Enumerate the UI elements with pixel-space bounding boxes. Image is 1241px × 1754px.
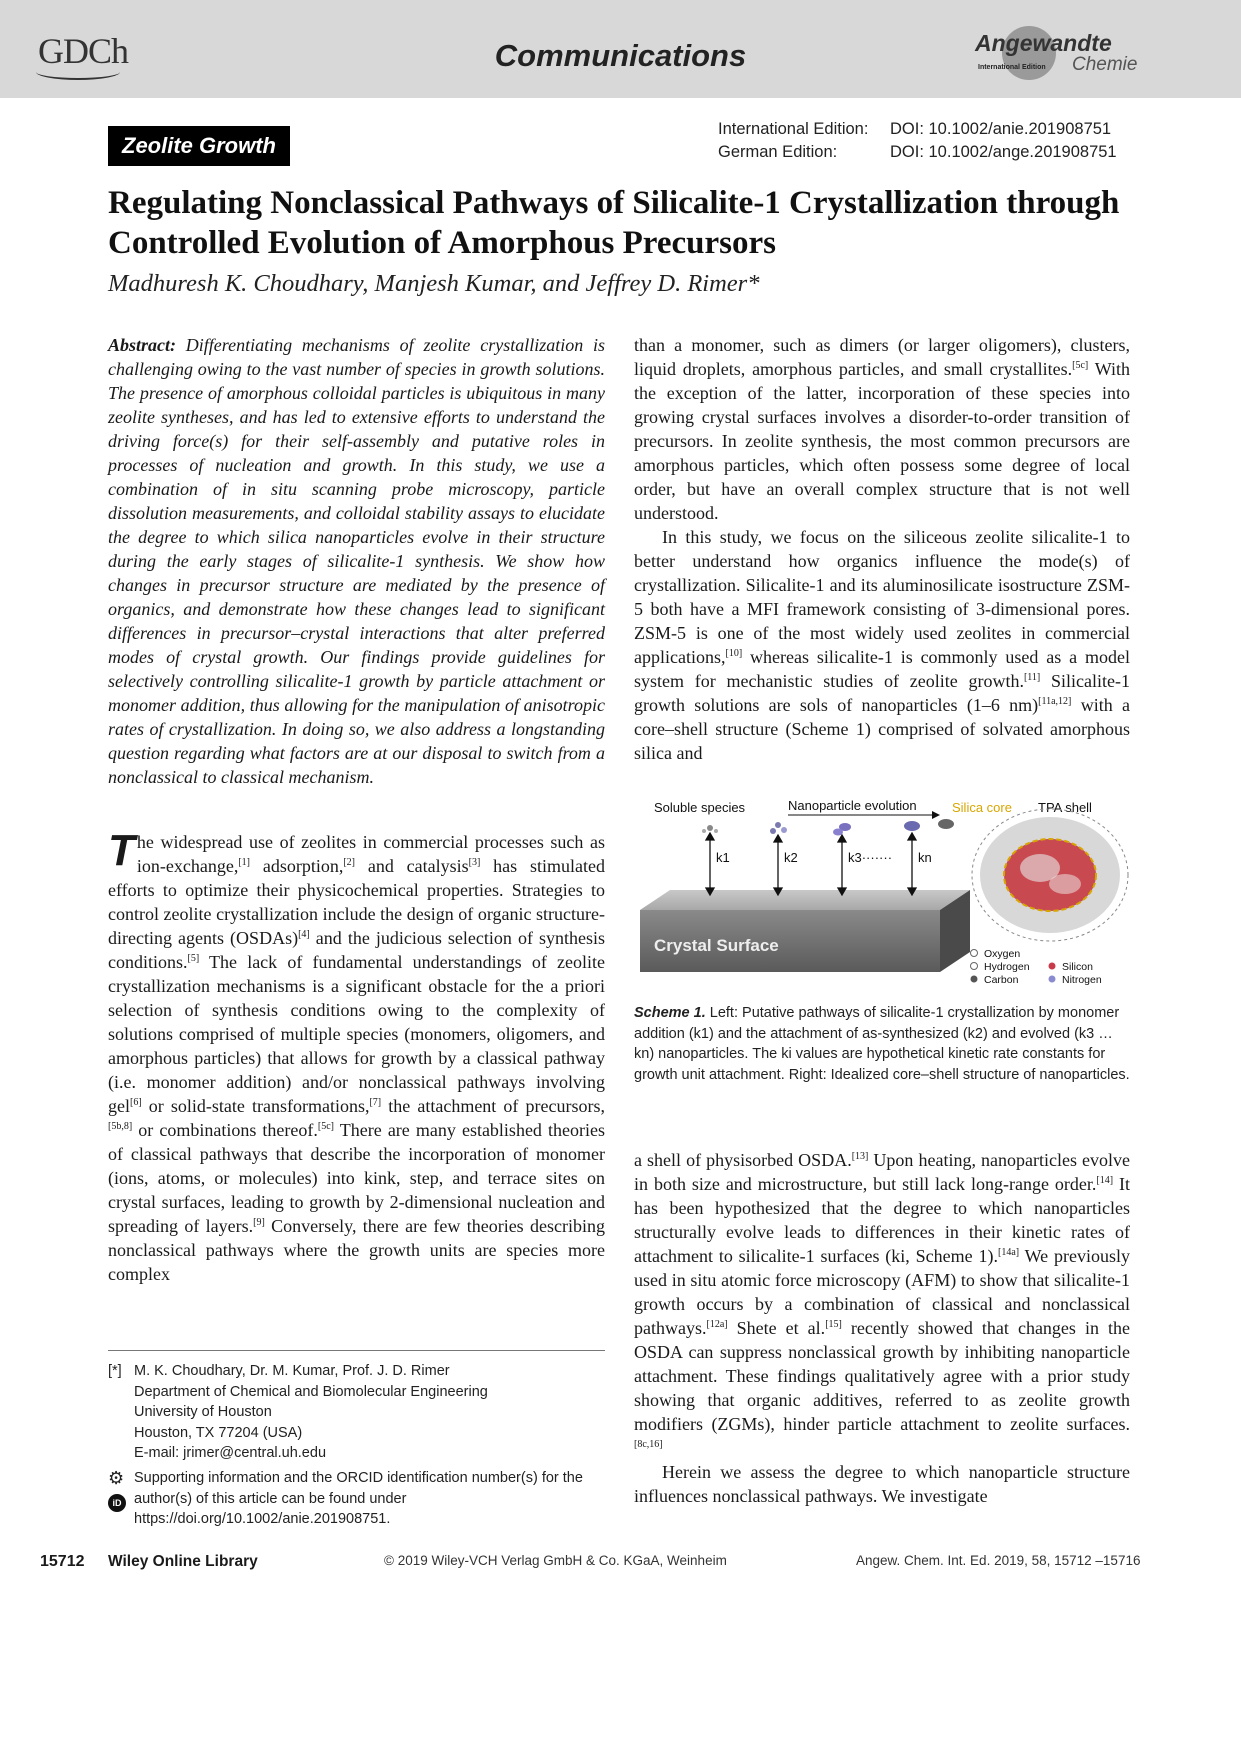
scheme-1-figure — [640, 800, 1130, 1000]
author-list: Madhuresh K. Choudhary, Manjesh Kumar, and Jeffrey D. Rimer* — [108, 270, 760, 297]
citation-ref[interactable]: [10] — [725, 648, 743, 659]
legend-oxygen: Oxygen — [984, 948, 1021, 960]
citation-ref[interactable]: [4] — [298, 929, 310, 940]
journal-citation: Angew. Chem. Int. Ed. 2019, 58, 15712 –15716 — [856, 1553, 1141, 1568]
footnote-divider — [108, 1350, 605, 1351]
doi-international[interactable]: International Edition: DOI: 10.1002/anie.201908751 — [718, 120, 1112, 138]
k3-label: k3······· — [848, 850, 893, 865]
legend-hydrogen-swatch — [971, 963, 978, 970]
legend-oxygen-swatch — [971, 950, 978, 957]
legend-silicon-swatch — [1049, 963, 1056, 970]
citation-ref[interactable]: [5b,8] — [108, 1121, 133, 1132]
citation-ref[interactable]: [12a] — [706, 1319, 728, 1330]
legend-silicon: Silicon — [1062, 961, 1093, 973]
crystal-slab-top — [640, 890, 970, 910]
citation-ref[interactable]: [7] — [369, 1097, 382, 1108]
orcid-icon: iD — [108, 1494, 126, 1512]
legend-hydrogen: Hydrogen — [984, 961, 1030, 973]
article-title: Regulating Nonclassical Pathways of Silicalite-1 Crystallization through Controlled Evolution of Amorphous Precursors — [108, 185, 1120, 261]
supporting-info-note — [108, 1468, 608, 1530]
legend-carbon: Carbon — [984, 974, 1019, 986]
citation-ref[interactable]: [5c] — [1072, 360, 1089, 371]
citation-ref[interactable]: [14] — [1096, 1175, 1114, 1186]
abstract-text: Differentiating mechanisms of zeolite crystallization is challenging owing to the vast number of species in growth solutions. The presence of amorphous colloidal particles is ubiquitous in many zeolite syntheses, and has led to extensive efforts to understand the driving force(s) for their self-assembly and putative roles in processes of nucleation and growth. In this study, we use a combination of in situ scanning probe microscopy, particle dissolution measurements, and colloidal stability assays to elucidate the degree to which silica nanoparticles evolve in their structure during the early stages of silicalite-1 synthesis. We show how changes in precursor structure are mediated by the presence of organics, and demonstrate how these changes lead to significant differences in precursor–crystal interactions that alter preferred modes of crystal growth. Our findings provide guidelines for selectively controlling silicalite-1 growth by particle attachment or monomer addition, thus allowing for the manipulation of anisotropic rates of crystallization. In doing so, we also address a longstanding question regarding what factors are at our disposal to switch from a nonclassical to classical mechanism. — [108, 335, 605, 787]
gdch-logo: GDCh — [38, 31, 129, 71]
journal-chemie: Chemie — [1072, 54, 1138, 75]
k1-label: k1 — [716, 850, 730, 865]
journal-edition: International Edition — [978, 64, 1046, 71]
nanoparticle-evolved-icon — [833, 823, 851, 836]
citation-ref[interactable]: [5] — [187, 953, 200, 964]
scheme-caption: Scheme 1. Left: Putative pathways of silicalite-1 crystallization by monomer addition (k1) and the attachment of as-synthesized (k2) and evolved (k3 … kn) nanoparticles. The ki values are hypothetical kinetic rate constants for growth unit attachment. Right: Idealized core–shell structure of nanoparticles. — [634, 1005, 1130, 1083]
citation-ref[interactable]: [15] — [825, 1319, 842, 1330]
page-header — [0, 0, 1241, 98]
citation-ref[interactable]: [6] — [130, 1097, 142, 1108]
abstract-label: Abstract: — [108, 335, 177, 355]
page-number: 15712 — [40, 1553, 85, 1570]
citation-ref[interactable]: [3] — [468, 857, 481, 868]
nanoparticle-final-icon — [938, 819, 954, 829]
nanoparticle-large-icon — [904, 821, 920, 831]
silica-core-label: Silica core — [952, 800, 1012, 815]
crystal-surface-label: Crystal Surface — [654, 936, 779, 955]
citation-ref[interactable]: [5c] — [317, 1121, 334, 1132]
core-shell-nanoparticle — [972, 809, 1128, 941]
copyright: © 2019 Wiley-VCH Verlag GmbH & Co. KGaA, Weinheim — [384, 1553, 727, 1568]
citation-ref[interactable]: [11] — [1023, 672, 1041, 683]
atom-legend — [971, 948, 1102, 986]
citation-ref[interactable]: [8c,16] — [634, 1439, 663, 1450]
citation-ref[interactable]: [11a,12] — [1038, 696, 1072, 707]
nanoparticle-evolution-label: Nanoparticle evolution — [788, 800, 917, 813]
intro-paragraph: The widespread use of zeolites in commercial processes such as ion-exchange,[1] adsorption,[2] and catalysis[3] has stimulated efforts to optimize their physicochemical properties. Strategies to control zeolite crystallization include the design of organic structure-directing agents (OSDAs)[4] and the judicious selection of synthesis conditions.[5] The lack of fundamental understandings of zeolite crystallization mechanisms is a significant obstacle for the a priori selection of synthesis conditions owing to the complexity of solutions comprised of multiple species (monomers, oligomers, and amorphous particles) that allows for growth by a classical pathway (i.e. monomer addition) and/or nonclassical pathways involving gel[6] or solid-state transformations,[7] the attachment of precursors,[5b,8] or combinations thereof.[5c] There are many established theories of classical pathways that describe the incorporation of monomer (ions, atoms, or molecules) into kink, step, and terrace sites on crystal surfaces, leading to growth by 2-dimensional nucleation and spreading of layers.[9] Conversely, there are few theories describing nonclassical pathways where the growth units are species more complex — [108, 826, 606, 1284]
section-title: Communications — [494, 38, 747, 73]
tpa-shell-label: TPA shell — [1038, 800, 1092, 815]
citation-ref[interactable]: [13] — [851, 1151, 869, 1162]
k2-label: k2 — [784, 850, 798, 865]
right-column-top: than a monomer, such as dimers (or larger oligomers), clusters, liquid droplets, amorphous particles, and small crystallites.[5c] With the exception of the latter, incorporation of these species into growing crystal surfaces involves a disorder-to-order transition of precursors. In zeolite synthesis, the most common precursors are amorphous particles, which often possess some degree of local order, but have an overall complex structure that is not well understood. In this study, we focus on the siliceous zeolite silicalite-1 to better understand how organics influence the mode(s) of crystallization. Silicalite-1 and its aluminosilicate isostructure ZSM-5 both have a MFI framework consisting of 3-dimensional pores. ZSM-5 is one of the most widely used zeolites in commercial applications,[10] whereas silicalite-1 is commonly used as a model system for mechanistic studies of zeolite growth.[11] Silicalite-1 growth solutions are sols of nanoparticles (1–6 nm)[11a,12] with a core–shell structure (Scheme 1) comprised of solvated amorphous silica and — [634, 335, 1131, 763]
topic-tag: Zeolite Growth — [108, 126, 290, 166]
author-email[interactable]: E-mail: jrimer@central.uh.edu — [134, 1445, 327, 1461]
supporting-info-icon: ⚙ — [108, 1468, 125, 1488]
affiliation-footnote: [*] M. K. Choudhary, Dr. M. Kumar, Prof. J. D. Rimer Department of Chemical and Biomolecular Engineering University of Houston Houston, TX 77204 (USA) E-mail: jrimer@central.uh.edu — [108, 1361, 608, 1464]
citation-ref[interactable]: [14a] — [997, 1247, 1020, 1258]
wiley-online-library[interactable]: Wiley Online Library — [108, 1553, 258, 1570]
legend-nitrogen-swatch — [1049, 976, 1056, 983]
soluble-species-label: Soluble species — [654, 800, 746, 815]
kn-label: kn — [918, 850, 932, 865]
legend-nitrogen: Nitrogen — [1062, 974, 1102, 986]
right-column-bottom: a shell of physisorbed OSDA.[13] Upon heating, nanoparticles evolve in both size and microstructure, but still lack long-range order.[14] It has been hypothesized that the degree to which nanoparticles structurally evolve leads to differences in their kinetic rates of attachment to silicalite-1 surfaces (ki, Scheme 1).[14a] We previously used in situ atomic force microscopy (AFM) to show that silicalite-1 growth occurs by a combination of classical and nonclassical pathways.[12a] Shete et al.[15] recently showed that changes in the OSDA can suppress nonclassical growth by inhibiting nanoparticle attachment. These findings qualitatively agree with a prior study showing that organic additives, referred to as zeolite growth modifiers (ZGMs), hinder particle attachment to zeolite surfaces.[8c,16] Herein we assess the degree to which nanoparticle structure influences nonclassical pathways. We investigate — [634, 1150, 1131, 1506]
citation-ref[interactable]: [2] — [343, 857, 356, 868]
doi-german[interactable]: German Edition: DOI: 10.1002/ange.201908751 — [718, 143, 1117, 161]
citation-ref[interactable]: [9] — [253, 1217, 265, 1228]
journal-logo: Angewandte — [975, 30, 1112, 56]
drop-cap: T — [108, 826, 135, 875]
nanoparticle-cluster-icon — [770, 822, 787, 834]
abstract — [108, 333, 605, 789]
legend-carbon-swatch — [971, 976, 978, 983]
citation-ref[interactable]: [1] — [238, 857, 251, 868]
supporting-info-link[interactable]: Supporting information and the ORCID identification number(s) for the author(s) of this article can be found under https://doi.org/10.1002/anie.201908751. — [134, 1470, 583, 1527]
